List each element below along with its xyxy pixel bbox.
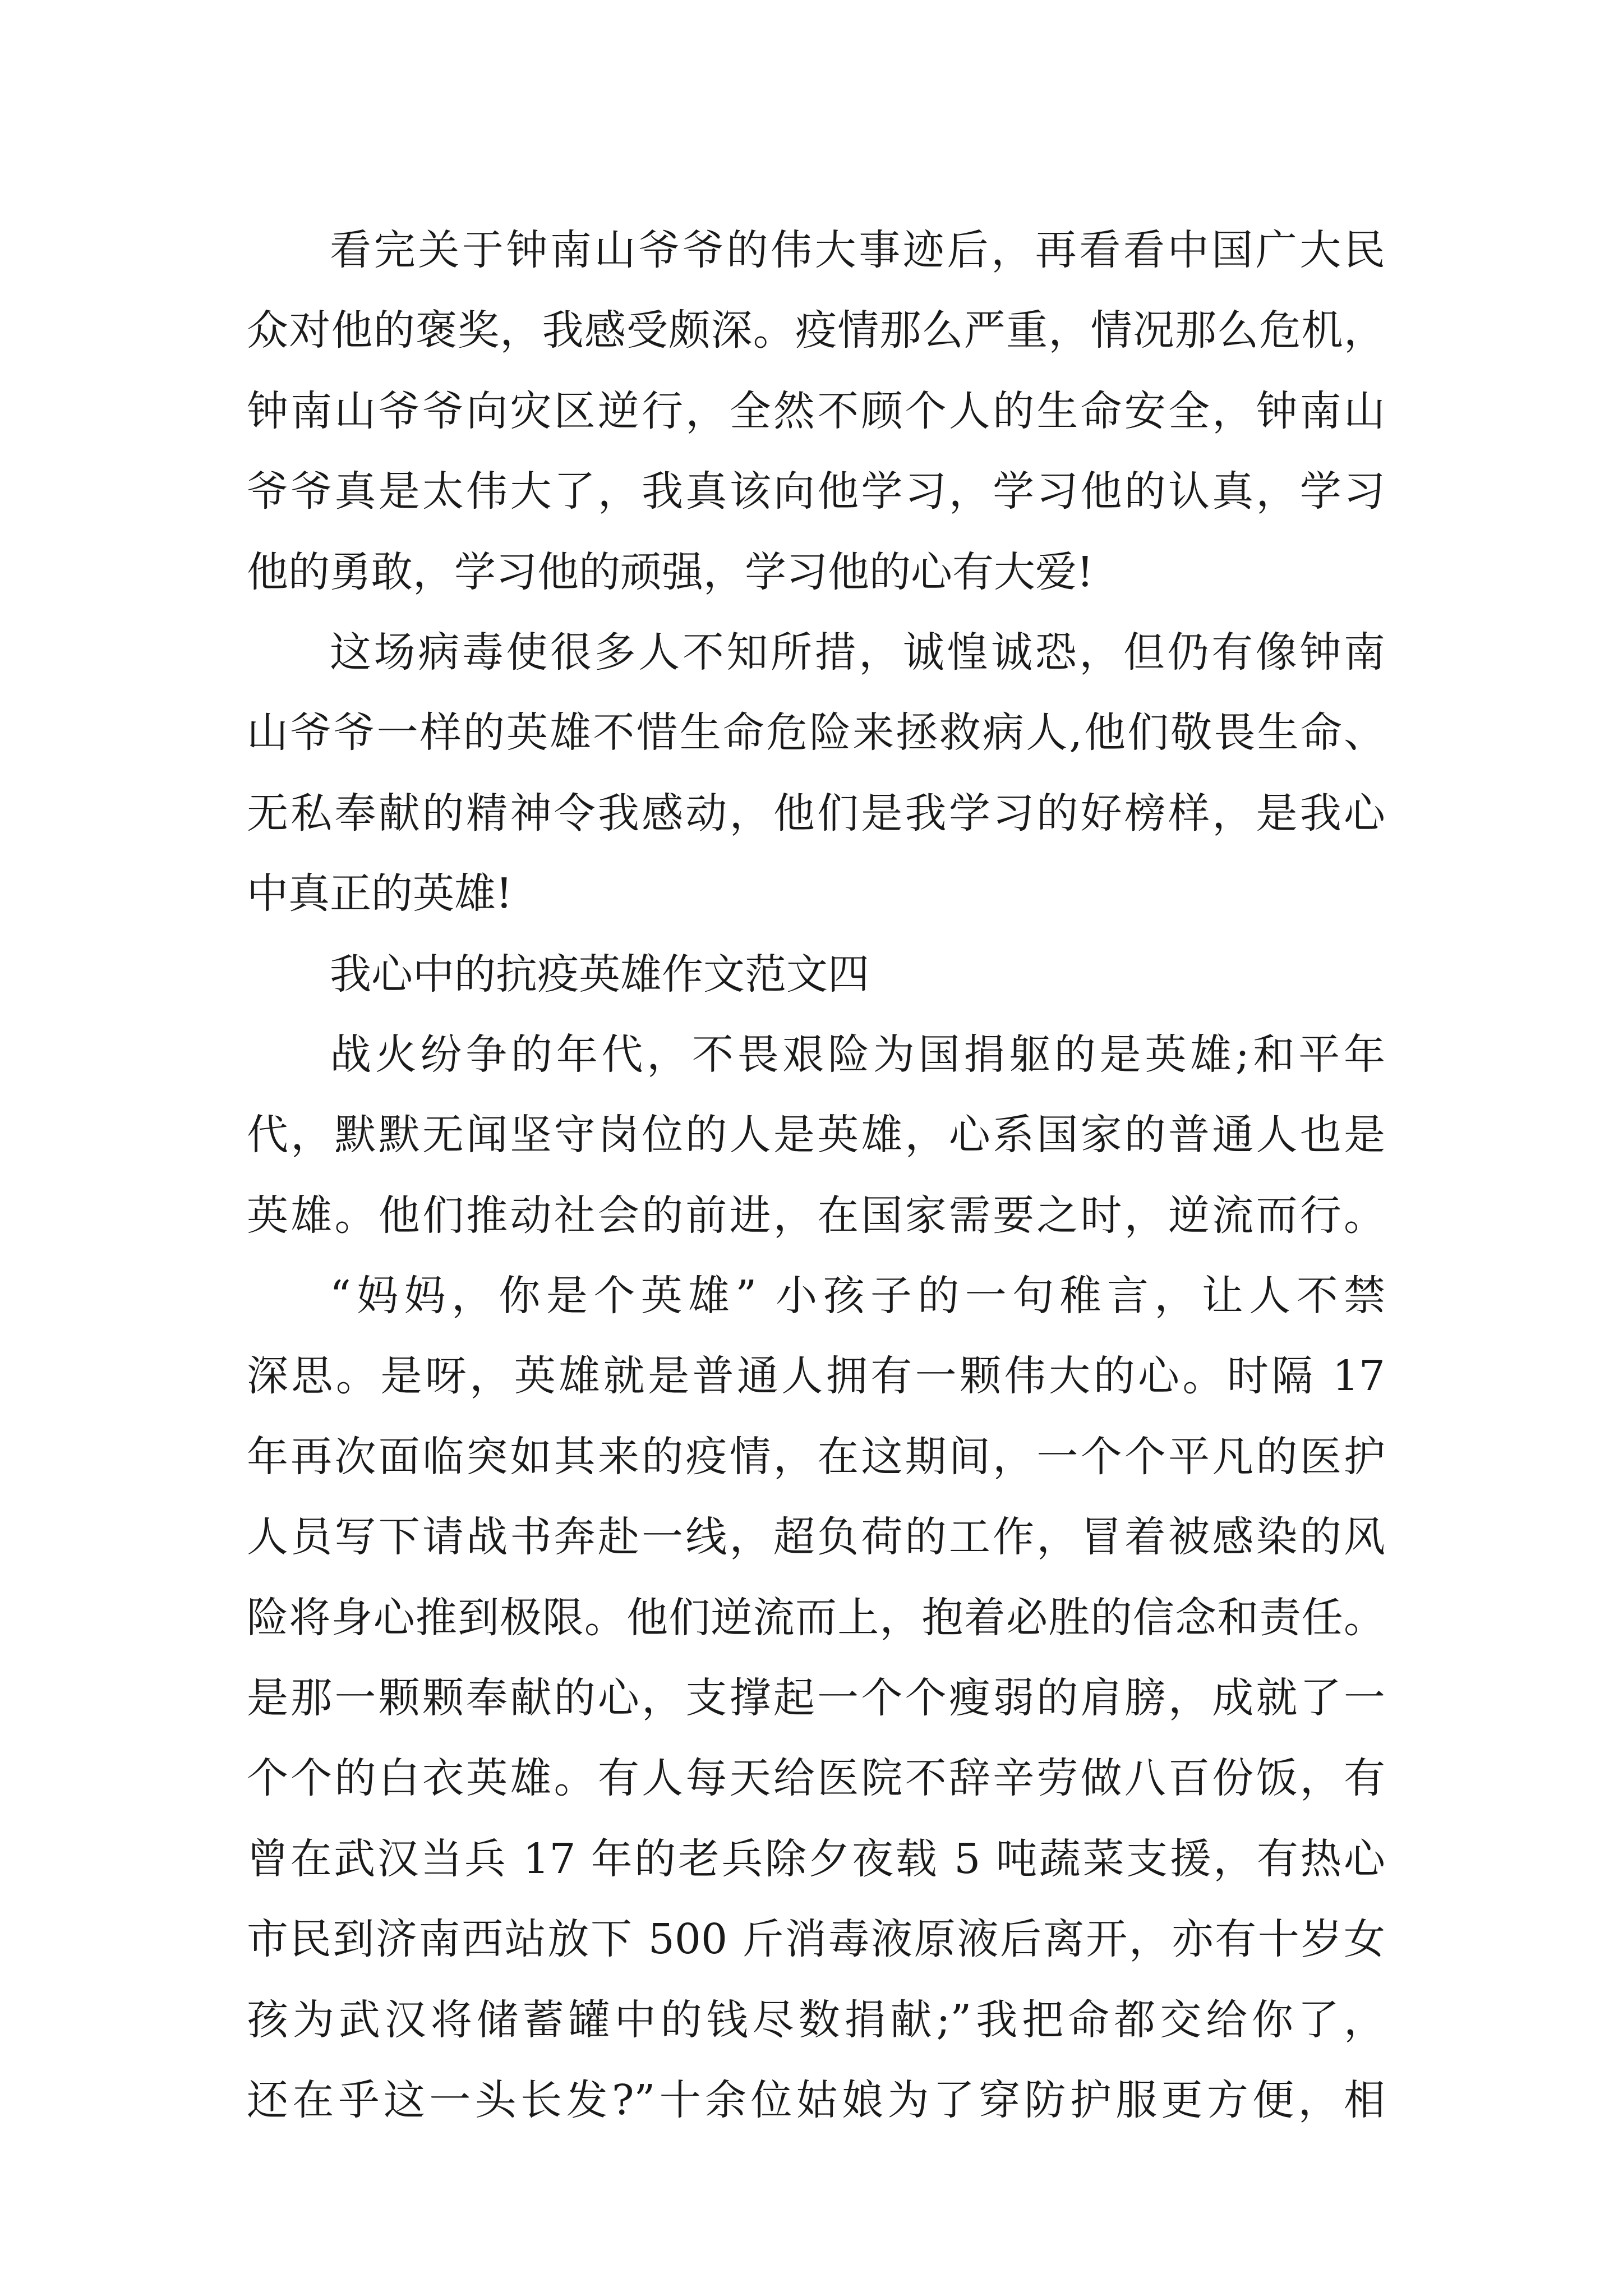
text-line-17: 人员写下请战书奔赴一线，超负荷的工作，冒着被感染的风: [247, 1513, 1385, 1562]
text-line-16: 年再次面临突如其来的疫情，在这期间，一个个平凡的医护: [247, 1432, 1385, 1481]
text-line-3: 钟南山爷爷向灾区逆行，全然不顾个人的生命安全，钟南山: [247, 386, 1385, 435]
text-line-7: 山爷爷一样的英雄不惜生命危险来拯救病人,他们敬畏生命、: [247, 708, 1385, 757]
text-line-8: 无私奉献的精神令我感动，他们是我学习的好榜样，是我心: [247, 789, 1385, 838]
text-line-15: 深思。是呀，英雄就是普通人拥有一颗伟大的心。时隔 17: [247, 1352, 1385, 1401]
text-line-14: “妈妈，你是个英雄” 小孩子的一句稚言，让人不禁: [330, 1272, 1385, 1320]
text-line-4: 爷爷真是太伟大了，我真该向他学习，学习他的认真，学习: [247, 467, 1385, 516]
text-line-19: 是那一颗颗奉献的心，支撑起一个个瘦弱的肩膀，成就了一: [247, 1674, 1385, 1723]
text-line-13: 英雄。他们推动社会的前进，在国家需要之时，逆流而行。: [247, 1191, 1385, 1240]
text-line-12: 代，默默无闻坚守岗位的人是英雄，心系国家的普通人也是: [247, 1111, 1385, 1159]
text-line-18: 险将身心推到极限。他们逆流而上，抱着必胜的信念和责任。: [247, 1593, 1385, 1642]
text-line-20: 个个的白衣英雄。有人每天给医院不辞辛劳做八百份饭，有: [247, 1754, 1385, 1803]
text-line-2: 众对他的褒奖，我感受颇深。疫情那么严重，情况那么危机，: [247, 306, 1385, 355]
text-line-1: 看完关于钟南山爷爷的伟大事迹后，再看看中国广大民: [330, 226, 1385, 274]
text-line-21: 曾在武汉当兵 17 年的老兵除夕夜载 5 吨蔬菜支援，有热心: [247, 1834, 1385, 1883]
text-line-6: 这场病毒使很多人不知所措，诚惶诚恐，但仍有像钟南: [330, 628, 1385, 677]
text-line-24: 还在乎这一头长发?”十余位姑娘为了穿防护服更方便，相: [247, 2076, 1385, 2124]
text-line-5: 他的勇敢，学习他的顽强，学习他的心有大爱!: [247, 547, 1094, 596]
document-body: [247, 210, 1385, 2141]
text-line-9: 中真正的英雄!: [247, 869, 513, 918]
text-line-23: 孩为武汉将储蓄罐中的钱尽数捐献;”我把命都交给你了，: [247, 1995, 1385, 2044]
section-heading: 我心中的抗疫英雄作文范文四: [330, 950, 869, 999]
text-line-11: 战火纷争的年代，不畏艰险为国捐躯的是英雄;和平年: [330, 1030, 1385, 1079]
text-line-22: 市民到济南西站放下 500 斤消毒液原液后离开，亦有十岁女: [247, 1915, 1385, 1964]
